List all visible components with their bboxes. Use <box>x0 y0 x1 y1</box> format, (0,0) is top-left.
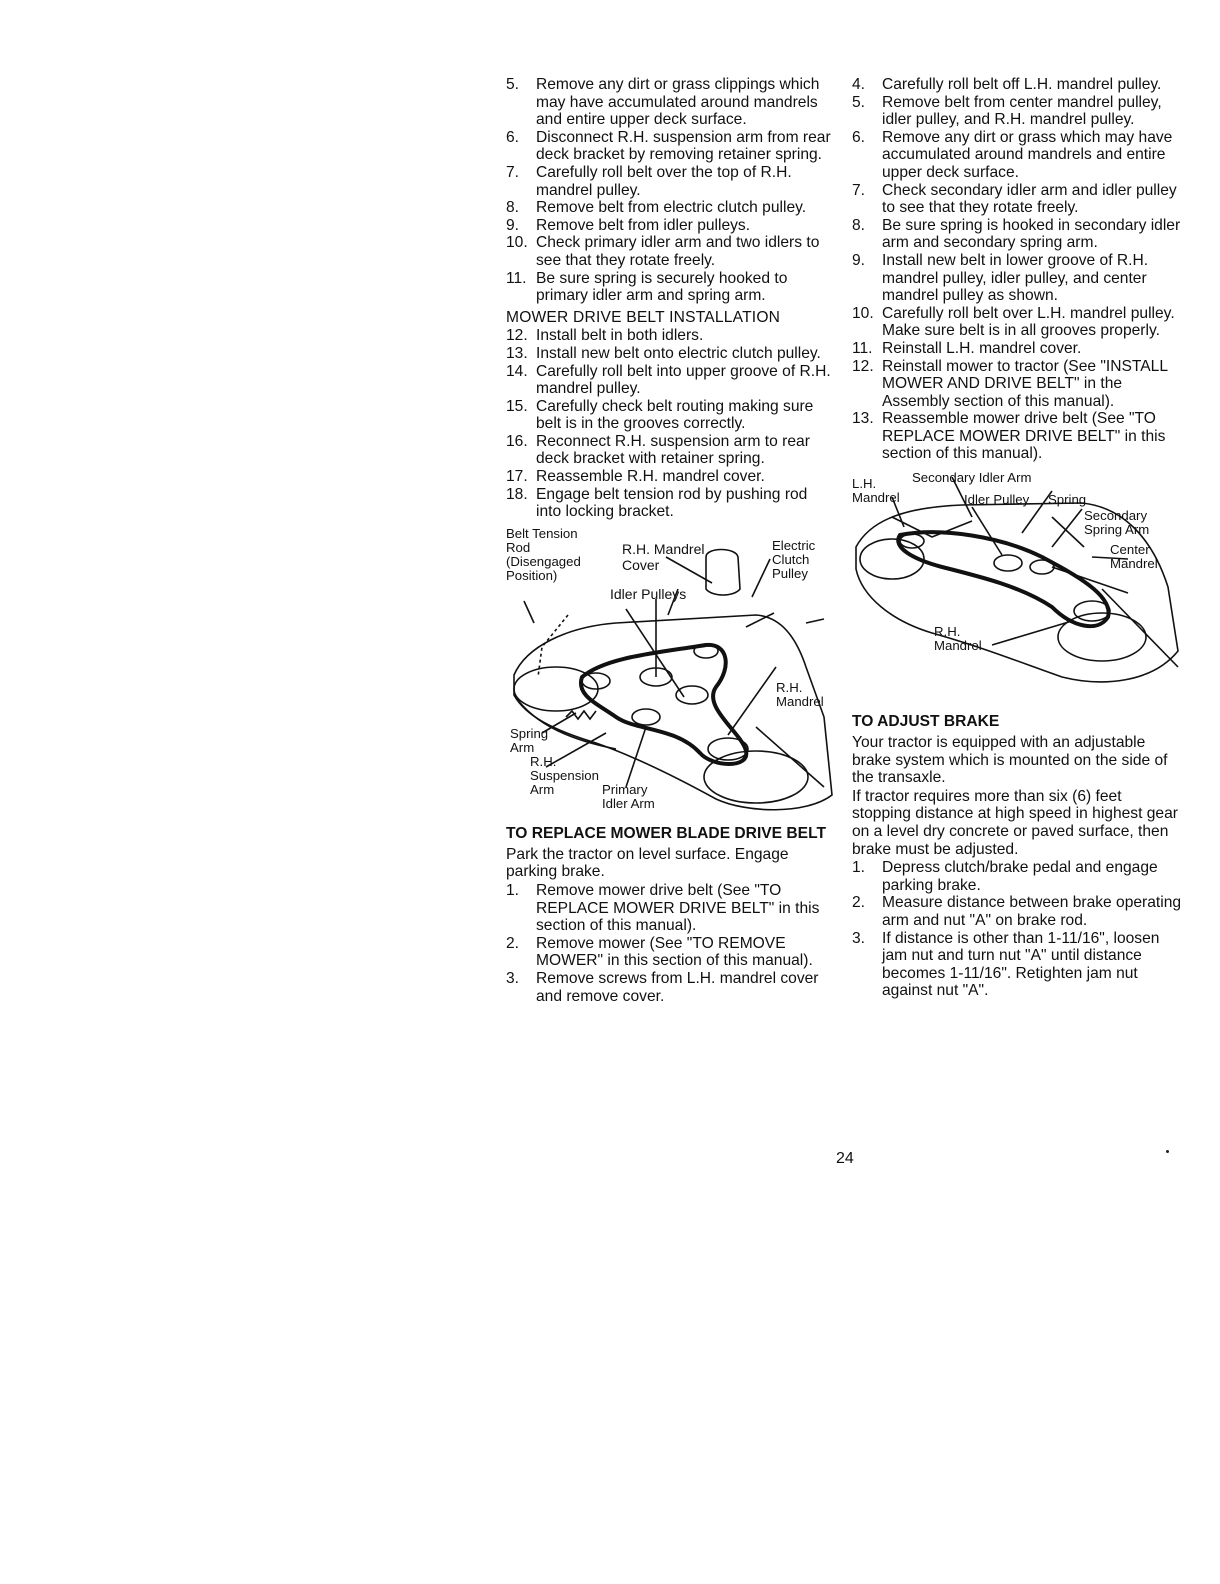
label-center-mandrel: Center Mandrel <box>1110 542 1158 572</box>
label-electric-clutch-pulley: Electric Clutch Pulley <box>772 537 816 581</box>
step-number: 1. <box>506 882 520 900</box>
adjust-brake-heading: TO ADJUST BRAKE <box>852 713 1000 731</box>
step-item <box>506 935 836 970</box>
removal-steps-list <box>506 76 836 305</box>
step-number: 11. <box>852 339 873 357</box>
blade-belt-continued-steps-list <box>852 76 1182 463</box>
step-text: Depress clutch/brake pedal and engage parking brake. <box>882 859 1158 894</box>
step-text: If distance is other than 1-11/16", loosen jam nut and turn nut "A" until distance becomes 1-11/16". Retighten jam nut against nut "A". <box>882 929 1160 1000</box>
label-rh-mandrel: R.H. Mandrel <box>934 624 982 654</box>
step-number: 8. <box>852 216 866 234</box>
step-number: 17. <box>506 468 528 486</box>
step-number: 2. <box>506 934 520 952</box>
step-text: Remove screws from L.H. mandrel cover and remove cover. <box>536 970 819 1005</box>
step-text: Reassemble R.H. mandrel cover. <box>536 468 765 486</box>
label-rh-mandrel-cover: R.H. Mandrel Cover <box>622 540 705 573</box>
step-item <box>852 305 1182 340</box>
step-text: Check secondary idler arm and idler pulley to see that they rotate freely. <box>882 181 1177 217</box>
step-item <box>506 164 836 199</box>
label-secondary-spring-arm: Secondary Spring Arm <box>1084 508 1150 538</box>
step-number: 18. <box>506 485 528 503</box>
step-number: 3. <box>506 970 520 987</box>
step-text: Reassemble mower drive belt (See "TO REPLACE MOWER DRIVE BELT" in this section of this manual). <box>882 410 1166 463</box>
step-item <box>506 76 836 129</box>
label-belt-tension-rod: Belt Tension Rod (Disengaged Position) <box>506 525 581 583</box>
step-text: Carefully check belt routing making sure belt is in the grooves correctly. <box>536 397 814 433</box>
step-number: 2. <box>852 894 866 912</box>
step-item <box>506 129 836 164</box>
step-item <box>506 270 836 305</box>
step-number: 11. <box>506 269 527 287</box>
step-text: Remove belt from center mandrel pulley, idler pulley, and R.H. mandrel pulley. <box>882 93 1162 129</box>
step-item <box>506 363 836 398</box>
step-item <box>852 930 1182 1000</box>
step-item <box>506 486 836 521</box>
step-number: 16. <box>506 432 528 450</box>
label-spring-arm: Spring Arm <box>510 725 549 755</box>
step-text: Remove mower drive belt (See "TO REPLACE MOWER DRIVE BELT" in this section of this manual). <box>536 882 820 935</box>
step-text: Engage belt tension rod by pushing rod into locking bracket. <box>536 485 808 521</box>
label-spring: Spring <box>1048 492 1087 508</box>
step-item <box>852 859 1182 894</box>
step-text: Disconnect R.H. suspension arm from rear deck bracket by removing retainer spring. <box>536 128 831 164</box>
drive-belt-diagram <box>506 527 836 817</box>
step-item <box>852 358 1182 411</box>
step-item <box>852 94 1182 129</box>
step-item <box>852 76 1182 94</box>
stray-mark <box>1166 1150 1169 1153</box>
step-item <box>852 252 1182 305</box>
step-number: 9. <box>852 251 866 269</box>
step-text: Carefully roll belt off L.H. mandrel pulley. <box>882 76 1162 93</box>
step-number: 5. <box>506 76 520 93</box>
step-number: 6. <box>852 128 866 146</box>
step-number: 12. <box>852 357 874 375</box>
step-number: 3. <box>852 929 866 947</box>
step-item <box>852 217 1182 252</box>
step-text: Install belt in both idlers. <box>536 327 704 345</box>
step-item <box>506 199 836 217</box>
step-number: 1. <box>852 859 866 877</box>
step-number: 9. <box>506 216 520 234</box>
step-text: Carefully roll belt into upper groove of R.H. mandrel pulley. <box>536 362 831 398</box>
step-text: Carefully roll belt over the top of R.H. mandrel pulley. <box>536 163 792 199</box>
step-item <box>852 129 1182 182</box>
label-primary-idler-arm: Primary Idler Arm <box>602 781 655 811</box>
adjust-brake-steps-list <box>852 859 1182 1000</box>
blade-drive-belt-intro: Park the tractor on level surface. Engage parking brake. <box>506 845 789 881</box>
blade-drive-belt-heading: TO REPLACE MOWER BLADE DRIVE BELT <box>506 824 826 842</box>
step-item <box>852 410 1182 463</box>
step-item <box>852 182 1182 217</box>
step-number: 13. <box>506 344 528 362</box>
step-item <box>506 217 836 235</box>
step-item <box>506 345 836 363</box>
step-number: 12. <box>506 327 528 345</box>
step-text: Reconnect R.H. suspension arm to rear deck bracket with retainer spring. <box>536 432 810 468</box>
step-text: Reinstall mower to tractor (See "INSTALL MOWER AND DRIVE BELT" in the Assembly section of this manual). <box>882 357 1168 410</box>
step-item <box>506 327 836 345</box>
step-text: Measure distance between brake operating arm and nut "A" on brake rod. <box>882 894 1182 929</box>
label-rh-mandrel: R.H. Mandrel <box>776 679 824 709</box>
installation-subheading: MOWER DRIVE BELT INSTALLATION <box>506 308 781 326</box>
installation-steps-list <box>506 327 836 521</box>
step-number: 10. <box>506 234 528 252</box>
label-rh-suspension-arm: R.H. Suspension Arm <box>530 753 599 797</box>
label-idler-pulleys: Idler Pulleys <box>610 585 687 602</box>
label-secondary-idler-arm: Secondary Idler Arm <box>912 470 1032 486</box>
right-column <box>852 76 1182 1000</box>
step-text: Install new belt onto electric clutch pulley. <box>536 344 821 362</box>
step-item <box>852 340 1182 358</box>
step-text: Remove belt from electric clutch pulley. <box>536 199 807 217</box>
step-item <box>506 468 836 486</box>
step-number: 10. <box>852 304 874 322</box>
blade-drive-belt-steps-list <box>506 882 836 1005</box>
adjust-brake-intro: Your tractor is equipped with an adjustable brake system which is mounted on the side of the transaxle. <box>852 734 1168 787</box>
step-text: Install new belt in lower groove of R.H. mandrel pulley, idler pulley, and center mandrel pulley as shown. <box>882 251 1149 305</box>
left-column <box>506 76 836 1005</box>
step-text: Be sure spring is hooked in secondary idler arm and secondary spring arm. <box>882 216 1181 252</box>
step-item <box>506 433 836 468</box>
blade-belt-diagram <box>852 470 1182 705</box>
step-text: Be sure spring is securely hooked to primary idler arm and spring arm. <box>536 269 788 305</box>
step-text: Remove any dirt or grass which may have accumulated around mandrels and entire upper deck surface. <box>882 128 1173 181</box>
step-item <box>506 234 836 269</box>
step-number: 7. <box>852 181 866 199</box>
step-text: Remove mower (See "TO REMOVE MOWER" in this section of this manual). <box>536 934 813 970</box>
step-number: 7. <box>506 163 520 181</box>
page-number: 24 <box>836 1150 854 1167</box>
adjust-brake-condition: If tractor requires more than six (6) feet stopping distance at high speed in highest gear on a level dry concrete or paved surface, then brake must be adjusted. <box>852 787 1178 858</box>
step-number: 8. <box>506 199 520 217</box>
step-number: 5. <box>852 93 866 111</box>
step-text: Carefully roll belt over L.H. mandrel pulley. Make sure belt is in all grooves properly. <box>882 304 1175 340</box>
step-number: 6. <box>506 128 520 146</box>
step-number: 13. <box>852 410 874 428</box>
step-item <box>506 398 836 433</box>
step-text: Reinstall L.H. mandrel cover. <box>882 339 1082 357</box>
step-text: Check primary idler arm and two idlers to see that they rotate freely. <box>536 234 820 269</box>
step-text: Remove any dirt or grass clippings which may have accumulated around mandrels and entire upper deck surface. <box>536 76 820 129</box>
step-item <box>506 970 836 1005</box>
label-lh-mandrel: L.H. Mandrel <box>852 476 900 506</box>
step-text: Remove belt from idler pulleys. <box>536 216 751 234</box>
step-number: 15. <box>506 397 528 415</box>
step-item <box>852 894 1182 929</box>
label-idler-pulley: Idler Pulley <box>964 492 1030 508</box>
step-number: 4. <box>852 76 866 93</box>
step-number: 14. <box>506 362 528 380</box>
step-item <box>506 882 836 935</box>
